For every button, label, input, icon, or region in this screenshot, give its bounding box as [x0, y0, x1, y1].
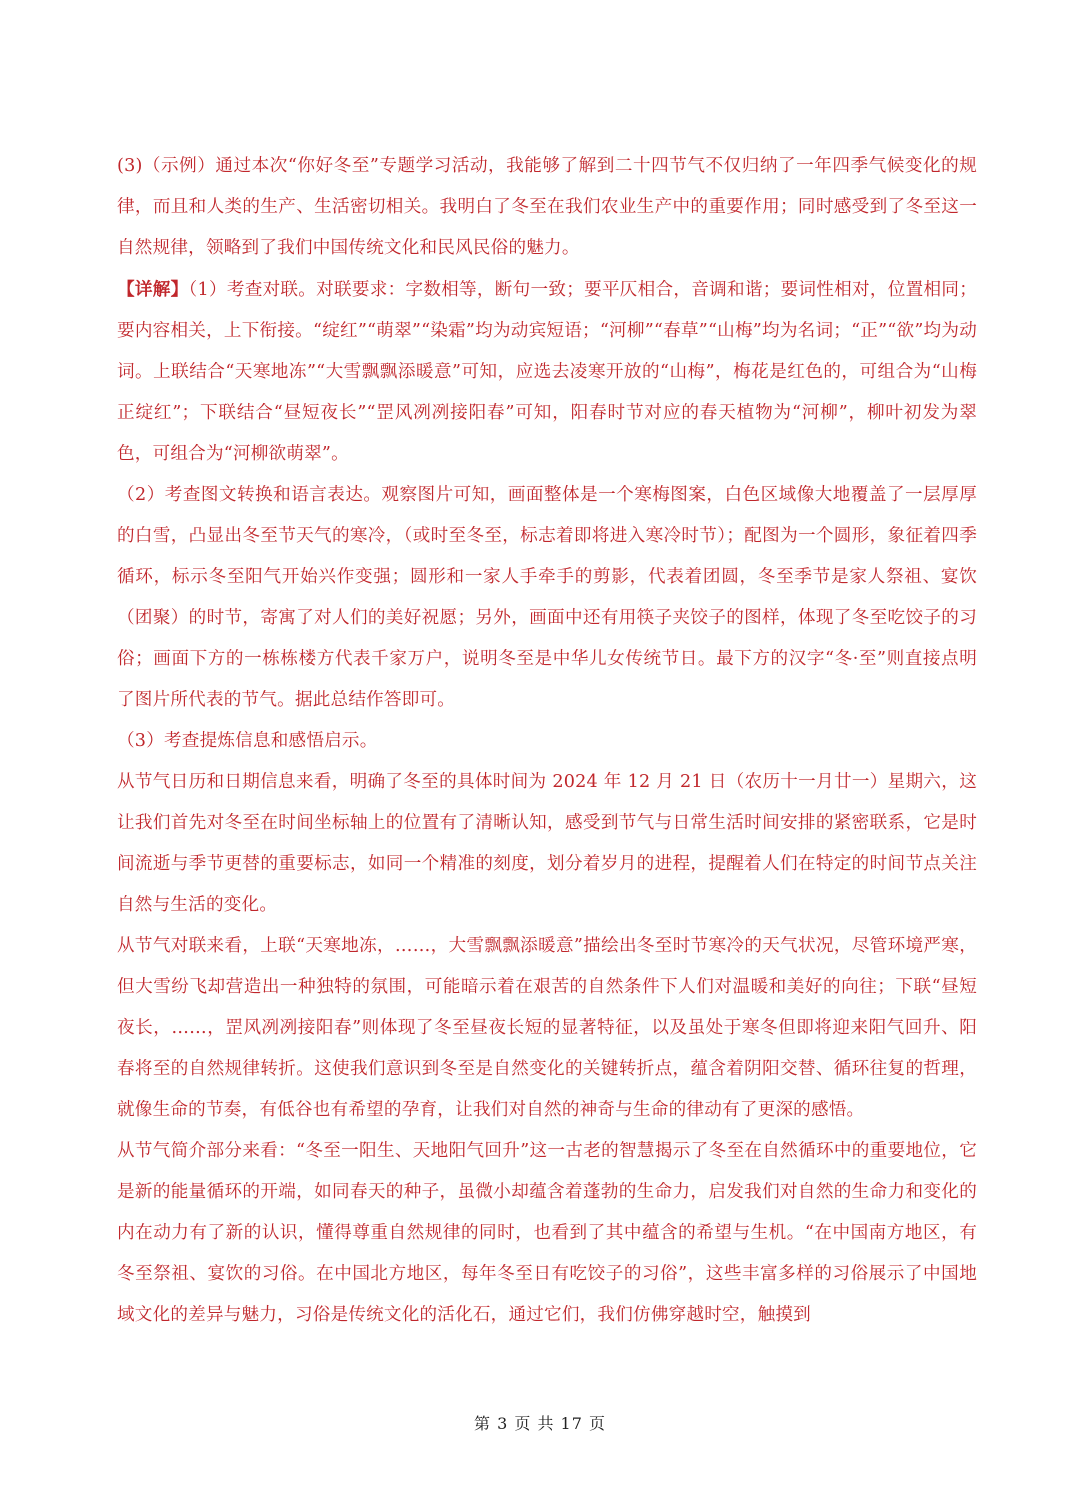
paragraph-intro: [117, 1131, 977, 1336]
explanation-heading: 【详解】: [117, 279, 189, 300]
paragraph-text: （3）考查提炼信息和感悟启示。: [117, 731, 378, 751]
document-body: [117, 146, 977, 1336]
paragraph-couplet: [117, 926, 977, 1131]
paragraph-text: 从节气对联来看，上联“天寒地冻，……，大雪飘飘添暖意”描绘出冬至时节寒冷的天气状况，尽管环境严寒，但大雪纷飞却营造出一种独特的氛围，可能暗示着在艰苦的自然条件下人们对温暖和美好的向往；下联“昼短夜长，……，罡风冽冽接阳春”则体现了冬至昼夜长短的显著特征，以及虽处于寒冬但即将迎来阳气回升、阳春将至的自然规律转折。这使我们意识到冬至是自然变化的关键转折点，蕴含着阴阳交替、循环往复的哲理，就像生命的节奏，有低谷也有希望的孕育，让我们对自然的神奇与生命的律动有了更深的感悟。: [117, 936, 977, 1120]
page-footer: 第 3 页 共 17 页: [474, 1414, 606, 1433]
paragraph-explanation-1: [117, 269, 977, 475]
paragraph-calendar: [117, 762, 977, 926]
paragraph-explanation-3-heading: [117, 721, 977, 762]
paragraph-text: 从节气日历和日期信息来看，明确了冬至的具体时间为 2024 年 12 月 21 日（农历十一月廿一）星期六，这让我们首先对冬至在时间坐标轴上的位置有了清晰认知，感受到节气与日常生活时间安排的紧密联系，它是时间流逝与季节更替的重要标志，如同一个精准的刻度，划分着岁月的进程，提醒着人们在特定的时间节点关注自然与生活的变化。: [117, 772, 977, 915]
paragraph-text: 从节气简介部分来看：“冬至一阳生、天地阳气回升”这一古老的智慧揭示了冬至在自然循环中的重要地位，它是新的能量循环的开端，如同春天的种子，虽微小却蕴含着蓬勃的生命力，启发我们对自然的生命力和变化的内在动力有了新的认识，懂得尊重自然规律的同时，也看到了其中蕴含的希望与生机。“在中国南方地区，有冬至祭祖、宴饮的习俗。在中国北方地区，每年冬至日有吃饺子的习俗”，这些丰富多样的习俗展示了中国地域文化的差异与魅力，习俗是传统文化的活化石，通过它们，我们仿佛穿越时空，触摸到: [117, 1141, 977, 1325]
paragraph-text: （2）考查图文转换和语言表达。观察图片可知，画面整体是一个寒梅图案，白色区域像大地覆盖了一层厚厚的白雪，凸显出冬至节天气的寒冷，（或时至冬至，标志着即将进入寒冷时节）；配图为一个圆形，象征着四季循环，标示冬至阳气开始兴作变强；圆形和一家人手牵手的剪影，代表着团圆，冬至季节是家人祭祖、宴饮（团聚）的时节，寄寓了对人们的美好祝愿；另外，画面中还有用筷子夹饺子的图样，体现了冬至吃饺子的习俗；画面下方的一栋栋楼方代表千家万户，说明冬至是中华儿女传统节日。最下方的汉字“冬·至”则直接点明了图片所代表的节气。据此总结作答即可。: [117, 485, 977, 710]
paragraph-text: (3)（示例）通过本次“你好冬至”专题学习活动，我能够了解到二十四节气不仅归纳了一年四季气候变化的规律，而且和人类的生产、生活密切相关。我明白了冬至在我们农业生产中的重要作用；同时感受到了冬至这一自然规律，领略到了我们中国传统文化和民风民俗的魅力。: [117, 156, 977, 258]
paragraph-text: （1）考查对联。对联要求：字数相等，断句一致；要平仄相合，音调和谐；要词性相对，位置相同；要内容相关，上下衔接。“绽红”“萌翠”“染霜”均为动宾短语；“河柳”“春草”“山梅”均为名词；“正”“欲”均为动词。上联结合“天寒地冻”“大雪飘飘添暖意”可知，应选去凌寒开放的“山梅”，梅花是红色的，可组合为“山梅正绽红”；下联结合“昼短夜长”“罡风冽冽接阳春”可知，阳春时节对应的春天植物为“河柳”，柳叶初发为翠色，可组合为“河柳欲萌翠”。: [117, 280, 977, 464]
paragraph-explanation-2: [117, 475, 977, 721]
paragraph-example-answer: [117, 146, 977, 269]
